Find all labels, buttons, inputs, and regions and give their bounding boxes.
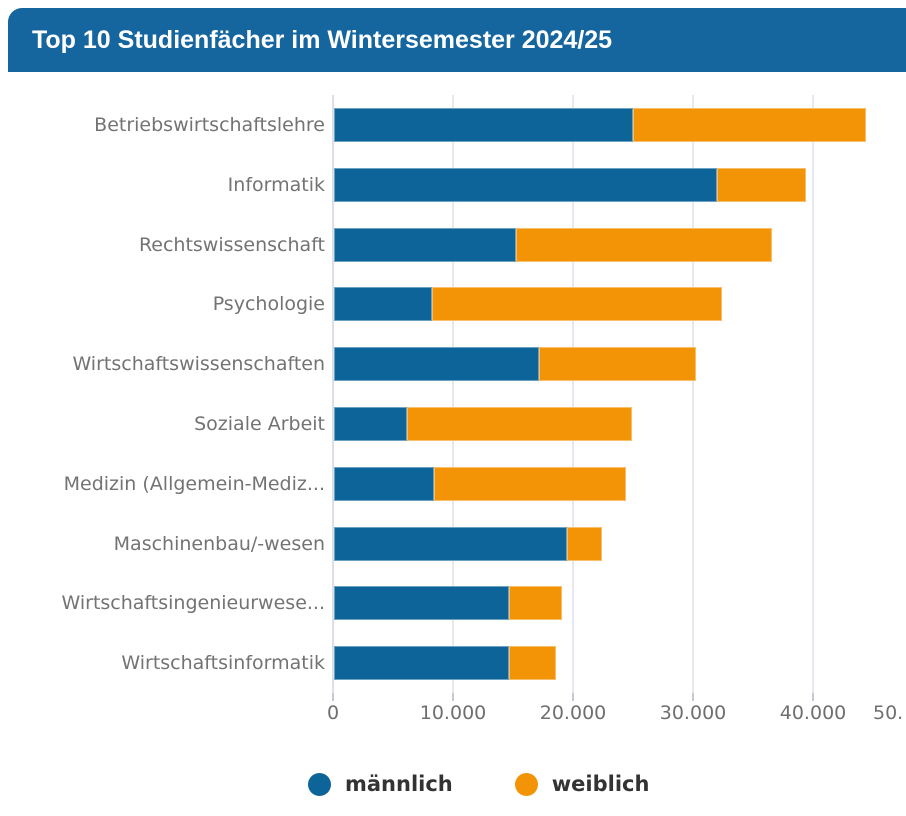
category-label: Informatik (227, 173, 325, 196)
x-axis-tick (452, 693, 454, 701)
bar-segment-male (334, 287, 432, 321)
bar-segment-male (334, 347, 539, 381)
category-label: Maschinenbau/-wesen (113, 532, 325, 555)
legend-dot-icon (308, 773, 331, 796)
category-label: Rechtswissenschaft (138, 233, 325, 256)
x-axis-tick-label: 0 (326, 702, 340, 724)
legend-item (308, 772, 453, 796)
x-axis-tick (572, 693, 574, 701)
bar-segment-male (334, 168, 717, 202)
category-label: Psychologie (212, 293, 325, 316)
category-label: Betriebswirtschaftslehre (94, 113, 325, 136)
x-axis-tick-label: 50. (873, 702, 904, 724)
bar-segment-male (334, 407, 407, 441)
x-axis-tick (692, 693, 694, 701)
bar-segment-female (509, 646, 556, 680)
x-axis-tick-label: 20.000 (539, 702, 607, 724)
bar-segment-female (407, 407, 631, 441)
x-axis-tick-label: 30.000 (659, 702, 727, 724)
legend-item (515, 772, 650, 796)
legend-dot-icon (515, 773, 538, 796)
legend-label: weiblich (551, 772, 650, 796)
bar-segment-female (717, 168, 806, 202)
category-label: Soziale Arbeit (194, 412, 325, 435)
bar-segment-female (539, 347, 696, 381)
bar-segment-female (516, 228, 772, 262)
bar-segment-male (334, 646, 509, 680)
category-label: Wirtschaftswissenschaften (72, 353, 325, 376)
bar-segment-female (432, 287, 721, 321)
category-label: Wirtschaftsinformatik (121, 652, 325, 675)
bar-segment-male (334, 108, 633, 142)
gridline (812, 95, 814, 693)
bar-segment-female (633, 108, 866, 142)
bar-segment-female (434, 467, 626, 501)
bar-segment-male (334, 527, 567, 561)
bar-segment-female (567, 527, 602, 561)
legend (308, 772, 649, 796)
category-label: Wirtschaftsingenieurwese... (61, 592, 325, 615)
chart-title: Top 10 Studienfächer im Wintersemester 2024/25 (32, 26, 613, 54)
x-axis-tick-label: 10.000 (419, 702, 487, 724)
x-axis-tick (332, 693, 334, 701)
legend-label: männlich (345, 772, 453, 796)
x-axis-tick (812, 693, 814, 701)
bar-segment-male (334, 586, 509, 620)
bar-segment-male (334, 228, 516, 262)
category-label: Medizin (Allgemein-Mediz... (63, 472, 325, 495)
bar-segment-female (509, 586, 562, 620)
bar-segment-male (334, 467, 434, 501)
x-axis-tick-label: 40.000 (779, 702, 847, 724)
